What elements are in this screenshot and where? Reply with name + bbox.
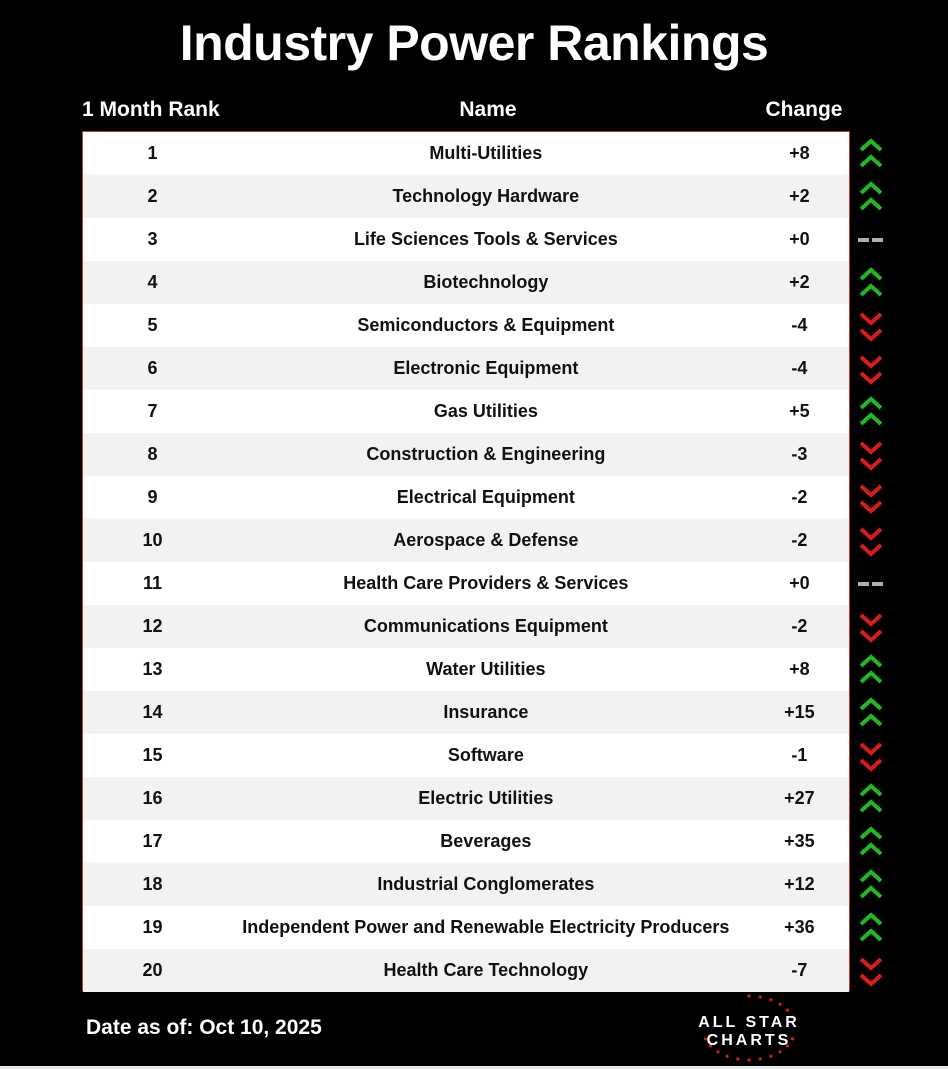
table-row [83,390,849,433]
table-row [83,304,849,347]
rank-cell: 11 [142,573,162,593]
change-cell: -2 [791,530,808,550]
all-star-charts-logo [684,992,814,1064]
change-cell: +27 [784,788,815,808]
change-cell: +15 [784,702,815,722]
double-chevron-down-icon [857,351,885,387]
change-cell: +8 [789,143,810,163]
table-row [83,433,849,476]
industry-name-cell: Gas Utilities [433,401,538,421]
industry-name-cell: Aerospace & Defense [393,530,579,550]
change-cell: +2 [789,272,810,292]
no-change-dash-icon [857,566,885,602]
table-row [83,132,849,175]
column-header-rank: 1 Month Rank [82,98,220,121]
rank-cell: 13 [142,659,163,679]
change-cell: +35 [784,831,815,851]
table-row [83,949,849,992]
page-title: Industry Power Rankings [179,15,769,71]
change-cell: +8 [789,659,810,679]
rank-cell: 1 [147,143,158,163]
rank-cell: 10 [142,530,163,550]
rank-cell: 14 [142,702,163,722]
double-chevron-down-icon [857,738,885,774]
table-row [83,519,849,562]
industry-name-cell: Semiconductors & Equipment [357,315,615,335]
rank-cell: 8 [147,444,158,464]
rank-cell: 6 [147,358,158,378]
rankings-table [82,131,850,991]
change-cell: +0 [789,573,810,593]
double-chevron-up-icon [857,867,885,903]
double-chevron-up-icon [857,394,885,430]
double-chevron-up-icon [857,652,885,688]
change-cell: -2 [791,616,808,636]
rank-cell: 15 [142,745,163,765]
table-row [83,820,849,863]
rank-cell: 19 [142,917,163,937]
industry-name-cell: Construction & Engineering [366,444,606,464]
rank-cell: 2 [147,186,158,206]
industry-name-cell: Beverages [440,831,532,851]
double-chevron-down-icon [857,437,885,473]
industry-name-cell: Electrical Equipment [396,487,575,507]
change-cell: +36 [784,917,815,937]
change-cell: -3 [791,444,808,464]
table-row [83,562,849,605]
industry-name-cell: Electric Utilities [418,788,554,808]
industry-name-cell: Life Sciences Tools & Services [353,229,618,249]
double-chevron-up-icon [857,824,885,860]
rank-cell: 5 [147,315,158,335]
table-row [83,734,849,777]
industry-name-cell: Software [447,745,524,765]
no-change-dash-icon [857,222,885,258]
rank-cell: 3 [147,229,158,249]
logo-line-1: ALL STAR [698,1014,800,1031]
double-chevron-up-icon [857,781,885,817]
table-row [83,691,849,734]
table-row [83,175,849,218]
industry-name-cell: Independent Power and Renewable Electricity Producers [242,917,730,937]
rank-cell: 4 [147,272,158,292]
rank-cell: 17 [142,831,163,851]
table-row [83,863,849,906]
rank-cell: 16 [142,788,163,808]
double-chevron-up-icon [857,695,885,731]
rank-cell: 20 [142,960,163,980]
rank-cell: 12 [142,616,163,636]
industry-name-cell: Communications Equipment [363,616,608,636]
change-cell: -2 [791,487,808,507]
industry-name-cell: Technology Hardware [392,186,580,206]
change-cell: +5 [789,401,810,421]
rank-cell: 7 [147,401,158,421]
column-header-change: Change [765,98,843,121]
industry-name-cell: Electronic Equipment [393,358,579,378]
table-row [83,261,849,304]
table-row [83,347,849,390]
table-row [83,218,849,261]
change-cell: -1 [791,745,808,765]
double-chevron-up-icon [857,265,885,301]
change-cell: -7 [791,960,808,980]
double-chevron-down-icon [857,308,885,344]
table-row [83,777,849,820]
industry-name-cell: Insurance [443,702,529,722]
change-cell: +12 [784,874,815,894]
industry-name-cell: Health Care Providers & Services [343,573,629,593]
change-cell: +2 [789,186,810,206]
table-row [83,906,849,949]
industry-name-cell: Multi-Utilities [429,143,543,163]
table-row [83,648,849,691]
table-row [83,476,849,519]
industry-name-cell: Industrial Conglomerates [377,874,595,894]
double-chevron-up-icon [857,179,885,215]
rank-cell: 18 [142,874,163,894]
double-chevron-down-icon [857,609,885,645]
change-cell: +0 [789,229,810,249]
double-chevron-up-icon [857,136,885,172]
change-cell: -4 [791,358,808,378]
industry-name-cell: Health Care Technology [383,960,589,980]
industry-name-cell: Biotechnology [423,272,549,292]
table-row [83,605,849,648]
double-chevron-up-icon [857,910,885,946]
date-as-of: Date as of: Oct 10, 2025 [86,1016,322,1039]
column-header-name: Name [459,98,517,121]
change-cell: -4 [791,315,808,335]
logo-line-2: CHARTS [706,1032,792,1049]
double-chevron-down-icon [857,523,885,559]
double-chevron-down-icon [857,480,885,516]
industry-name-cell: Water Utilities [426,659,546,679]
rank-cell: 9 [147,487,158,507]
double-chevron-down-icon [857,953,885,989]
